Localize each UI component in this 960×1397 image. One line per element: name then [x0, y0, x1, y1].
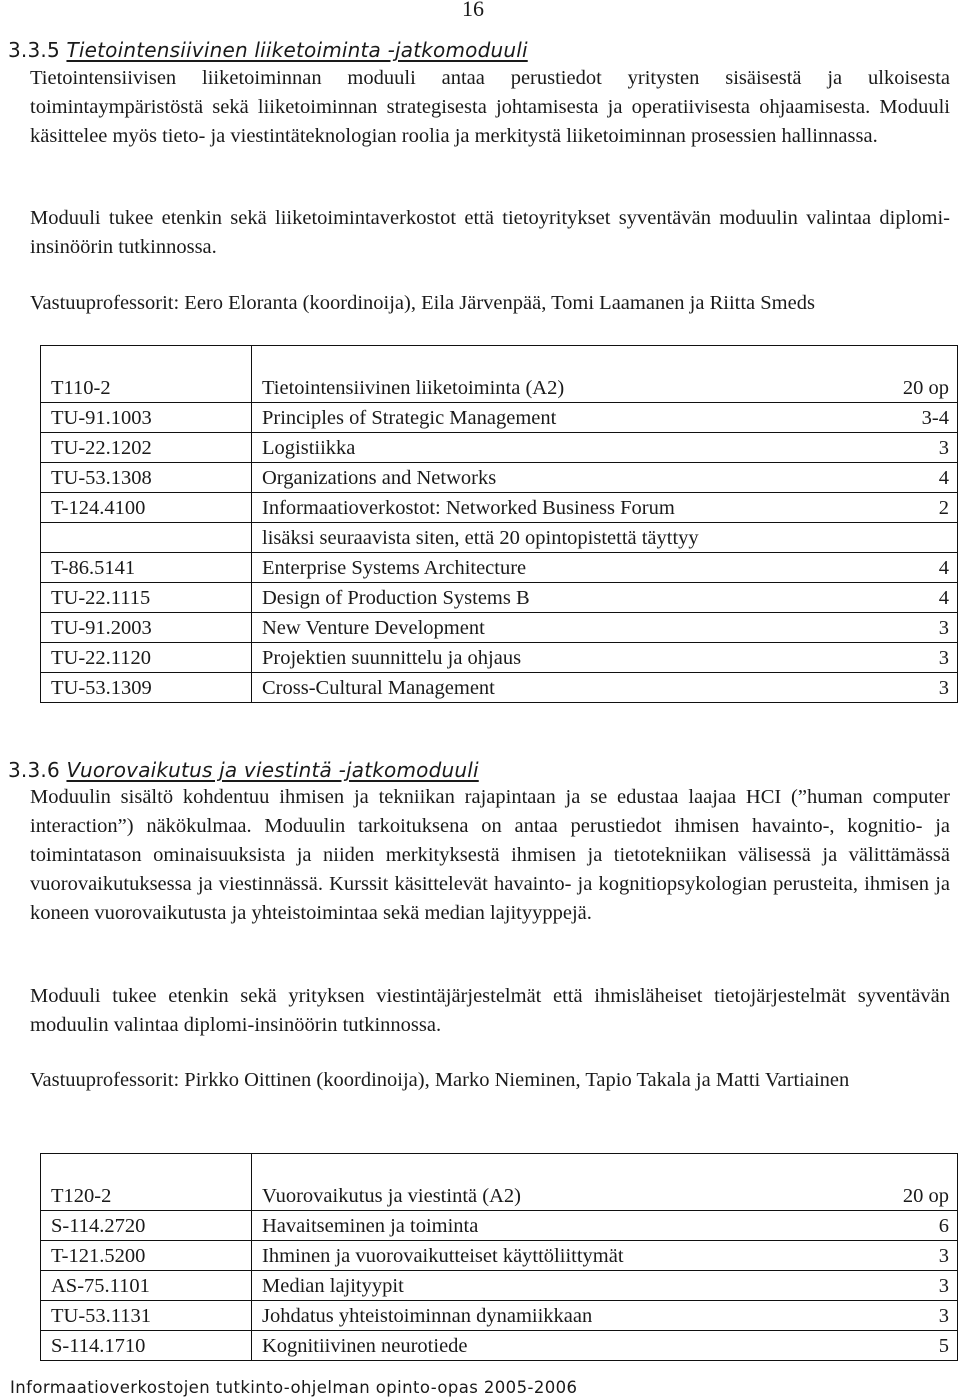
- course-name: New Venture Development: [252, 613, 880, 643]
- table-row: [41, 673, 958, 703]
- course-code: TU-53.1308: [41, 463, 252, 493]
- table-row: [41, 1301, 958, 1331]
- course-name: Logistiikka: [252, 433, 880, 463]
- course-credits: 3: [879, 1271, 958, 1301]
- page-number: 16: [462, 0, 484, 21]
- section-intro-paragraph: Moduulin sisältö kohdentuu ihmisen ja tekniikan rajapintaan ja se edustaa laajaa HCI (”human computer interaction”) näkökulmaa. Moduulin tarkoituksena on antaa perustiedot ihmisen havainto-, kognitio- ja toimintatason ominaisuuksista ja niiden merkityksestä ihmisen ja tietotekniikan välisessä ja välittämässä vuorovaikutuksessa ja viestinnässä. Kurssit käsittelevät havainto- ja kognitiopsykologian perusteita, ihmisen ja koneen vuorovaikutusta ja yhteistoimintaa sekä median lajityyppejä.: [30, 786, 950, 924]
- table-row: [41, 433, 958, 463]
- course-credits: 4: [879, 553, 958, 583]
- module-name: Tietointensiivinen liiketoiminta (A2): [252, 346, 880, 403]
- course-code: TU-22.1202: [41, 433, 252, 463]
- course-credits: 3: [879, 433, 958, 463]
- course-credits: 4: [879, 583, 958, 613]
- course-name: Havaitseminen ja toiminta: [252, 1211, 880, 1241]
- responsible-professors: Vastuuprofessorit: Eero Eloranta (koordinoija), Eila Järvenpää, Tomi Laamanen ja Riitta Smeds: [30, 292, 815, 314]
- course-code: TU-22.1115: [41, 583, 252, 613]
- table-header-row: [41, 1154, 958, 1211]
- course-code: T-124.4100: [41, 493, 252, 523]
- course-name: Enterprise Systems Architecture: [252, 553, 880, 583]
- module-code: T120-2: [41, 1154, 252, 1211]
- course-table-t110: [40, 345, 958, 703]
- table-row: [41, 463, 958, 493]
- table-header-row: [41, 346, 958, 403]
- table-row: [41, 493, 958, 523]
- table-note: lisäksi seuraavista siten, että 20 opintopistettä täyttyy: [252, 523, 958, 553]
- section-heading-336: [8, 758, 479, 782]
- table-row: [41, 613, 958, 643]
- table-row: [41, 1241, 958, 1271]
- course-name: Cross-Cultural Management: [252, 673, 880, 703]
- module-credits: 20 op: [879, 1154, 958, 1211]
- module-credits: 20 op: [879, 346, 958, 403]
- course-code: AS-75.1101: [41, 1271, 252, 1301]
- course-name: Median lajityypit: [252, 1271, 880, 1301]
- section-heading-335: [8, 38, 528, 62]
- section-module-paragraph: Moduuli tukee etenkin sekä liiketoimintaverkostot että tietoyritykset syventävän moduulin valintaa diplomi-insinöörin tutkinnossa.: [30, 207, 950, 258]
- module-code: T110-2: [41, 346, 252, 403]
- course-credits: 4: [879, 463, 958, 493]
- responsible-professors: Vastuuprofessorit: Pirkko Oittinen (koordinoija), Marko Nieminen, Tapio Takala ja Matti Vartiainen: [30, 1069, 850, 1091]
- course-code: T-121.5200: [41, 1241, 252, 1271]
- course-code: S-114.2720: [41, 1211, 252, 1241]
- course-code: TU-91.1003: [41, 403, 252, 433]
- table-note-row: [41, 523, 958, 553]
- course-credits: 3: [879, 613, 958, 643]
- section-title: Tietointensiivinen liiketoiminta -jatkomoduuli: [66, 38, 528, 62]
- course-name: Informaatioverkostot: Networked Business Forum: [252, 493, 880, 523]
- course-credits: 3: [879, 673, 958, 703]
- course-code: S-114.1710: [41, 1331, 252, 1361]
- section-module-paragraph: Moduuli tukee etenkin sekä yrityksen viestintäjärjestelmät että ihmisläheiset tietojärjestelmät syventävän moduulin valintaa diplomi-insinöörin tutkinnossa.: [30, 985, 950, 1036]
- table-row: [41, 403, 958, 433]
- empty-cell: [41, 523, 252, 553]
- course-name: Principles of Strategic Management: [252, 403, 880, 433]
- table-row: [41, 643, 958, 673]
- section-number: 3.3.6: [8, 758, 60, 782]
- table-row: [41, 1211, 958, 1241]
- course-code: TU-22.1120: [41, 643, 252, 673]
- course-code: T-86.5141: [41, 553, 252, 583]
- table-row: [41, 1271, 958, 1301]
- table-row: [41, 553, 958, 583]
- course-credits: 2: [879, 493, 958, 523]
- course-credits: 3-4: [879, 403, 958, 433]
- course-name: Organizations and Networks: [252, 463, 880, 493]
- course-credits: 3: [879, 1301, 958, 1331]
- course-credits: 6: [879, 1211, 958, 1241]
- page-footer: Informaatioverkostojen tutkinto-ohjelman opinto-opas 2005-2006: [10, 1378, 578, 1397]
- course-code: TU-53.1309: [41, 673, 252, 703]
- course-credits: 5: [879, 1331, 958, 1361]
- course-name: Design of Production Systems B: [252, 583, 880, 613]
- section-title: Vuorovaikutus ja viestintä -jatkomoduuli: [66, 758, 479, 782]
- table-row: [41, 583, 958, 613]
- section-intro-paragraph: Tietointensiivisen liiketoiminnan moduuli antaa perustiedot yritysten sisäisestä ja ulkoisesta toimintaympäristöstä sekä liiketoiminnan strategisesta johtamisesta ja operatiivisesta ohjaamisesta. Moduuli käsittelee myös tieto- ja viestintäteknologian roolia ja merkitystä liiketoiminnan prosessien hallinnassa.: [30, 67, 950, 147]
- course-name: Projektien suunnittelu ja ohjaus: [252, 643, 880, 673]
- course-table-t120: [40, 1153, 958, 1361]
- module-name: Vuorovaikutus ja viestintä (A2): [252, 1154, 880, 1211]
- course-name: Kognitiivinen neurotiede: [252, 1331, 880, 1361]
- course-code: TU-53.1131: [41, 1301, 252, 1331]
- course-code: TU-91.2003: [41, 613, 252, 643]
- table-row: [41, 1331, 958, 1361]
- course-name: Ihminen ja vuorovaikutteiset käyttöliittymät: [252, 1241, 880, 1271]
- course-credits: 3: [879, 1241, 958, 1271]
- course-name: Johdatus yhteistoiminnan dynamiikkaan: [252, 1301, 880, 1331]
- course-credits: 3: [879, 643, 958, 673]
- section-number: 3.3.5: [8, 38, 60, 62]
